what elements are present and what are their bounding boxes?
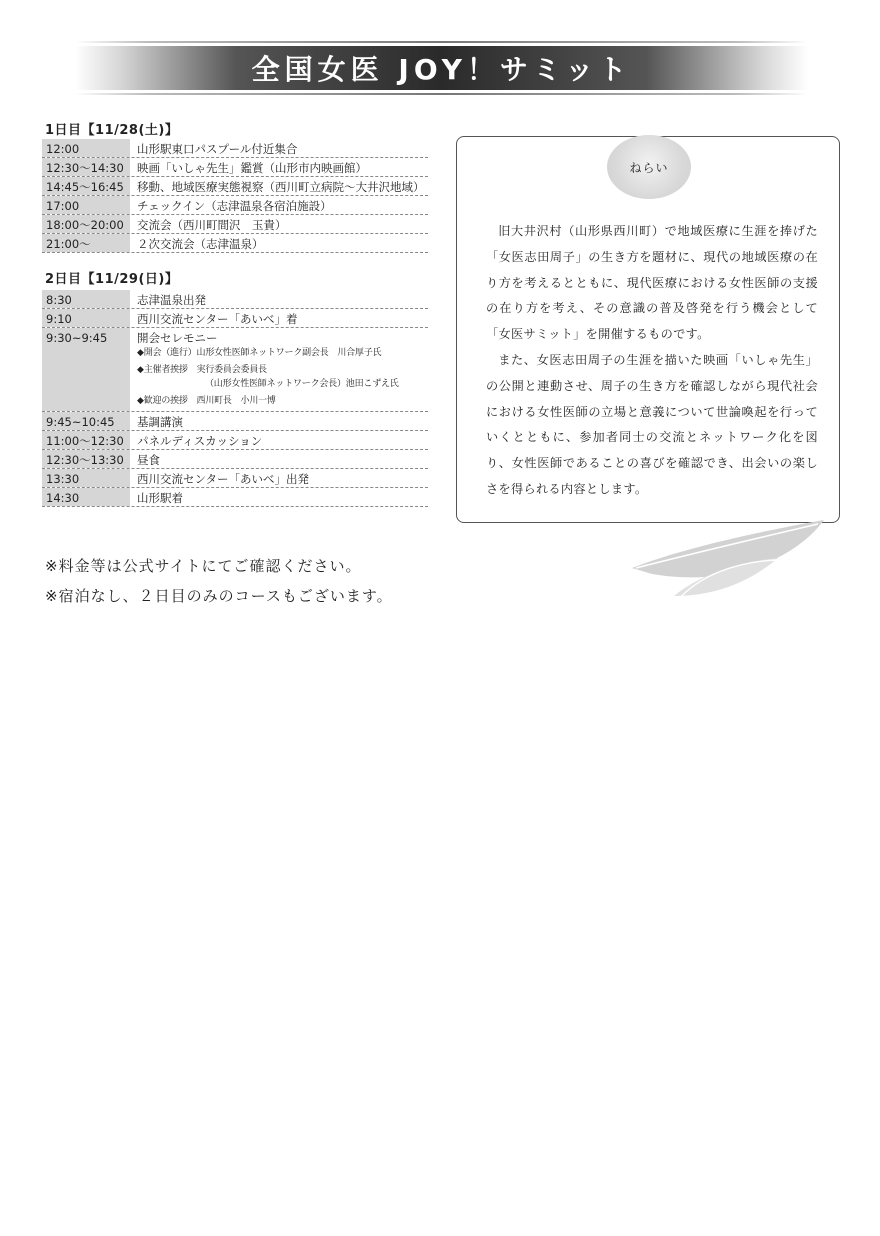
schedule-row [42,234,428,253]
schedule-row [42,450,428,469]
leaf-decoration-icon [628,516,828,608]
schedule-time: 12:30～13:30 [42,450,130,468]
schedule-time: 9:10 [42,309,130,327]
schedule-time: 17:00 [42,196,130,214]
page-title: 全国女医 JOY！サミット [251,53,632,86]
aim-label: ねらい [607,135,691,199]
aim-paragraph: また、女医志田周子の生涯を描いた映画「いしゃ先生」の公開と連動させ、周子の生き方を確認しながら現代社会における女性医師の立場と意義について世論喚起を行っていくとともに、参加者同士の交流とネットワーク化を図り、女性医師であることの喜びを確認でき、出会いの楽しさを得られる内容とします。 [486,352,818,496]
schedule-desc: 基調講演 [137,415,183,429]
schedule-desc: 山形駅着 [137,491,183,505]
day1-heading: 1日目【11/28(土)】 [45,123,179,138]
ceremony-item: （山形女性医師ネットワーク会長）池田こずえ氏 [205,379,399,389]
schedule-row [42,215,428,234]
schedule-desc: 昼食 [137,453,160,467]
schedule-row [42,139,428,158]
ceremony-item: ◆主催者挨拶 実行委員会委員長 [137,365,267,375]
schedule-row [42,488,428,507]
schedule-row [42,177,428,196]
schedule-row [42,469,428,488]
schedule-row [42,412,428,431]
schedule-desc: 開会セレモニー [137,331,218,345]
schedule-row [42,196,428,215]
title-banner [75,46,808,90]
schedule-row [42,290,428,309]
schedule-time: 8:30 [42,290,130,308]
aim-body [486,219,818,503]
schedule-time: 18:00～20:00 [42,215,130,233]
aim-box [456,136,840,523]
ceremony-item: ◆開会（進行）山形女性医師ネットワーク副会長 川合厚子氏 [137,348,382,358]
schedule-time: 13:30 [42,469,130,487]
schedule-desc: 山形駅東口パスプール付近集合 [137,142,298,156]
schedule-desc: チェックイン（志津温泉各宿泊施設） [137,199,332,213]
schedule-row [42,328,428,412]
schedule-time: 12:00 [42,139,130,157]
day1-schedule [42,139,428,253]
schedule-desc: 西川交流センター「あいべ」着 [137,312,298,326]
schedule-desc: ２次交流会（志津温泉） [137,237,264,251]
note-course: ※宿泊なし、２日目のみのコースもございます。 [45,587,393,605]
schedule-time: 11:00～12:30 [42,431,130,449]
schedule-desc: パネルディスカッション [137,434,263,448]
schedule-row [42,309,428,328]
ceremony-block [130,328,428,411]
note-fee: ※料金等は公式サイトにてご確認ください。 [45,557,362,575]
schedule-time: 14:30 [42,488,130,506]
schedule-time: 9:45~10:45 [42,412,130,430]
schedule-desc: 西川交流センター「あいべ」出発 [137,472,310,486]
schedule-desc: 交流会（西川町間沢 玉貴） [137,218,287,232]
schedule-desc: 移動、地域医療実態視察（西川町立病院～大井沢地域） [137,180,425,194]
day2-heading: 2日目【11/29(日)】 [45,272,179,287]
schedule-row [42,158,428,177]
schedule-time: 12:30～14:30 [42,158,130,176]
schedule-desc: 志津温泉出発 [137,293,206,307]
schedule-desc: 映画「いしゃ先生」鑑賞（山形市内映画館） [137,161,367,175]
schedule-row [42,431,428,450]
schedule-time: 9:30~9:45 [42,328,130,411]
schedule-time: 14:45～16:45 [42,177,130,195]
day2-schedule [42,290,428,507]
ceremony-item: ◆歓迎の挨拶 西川町長 小川一博 [137,396,276,406]
schedule-time: 21:00～ [42,234,130,252]
aim-paragraph: 旧大井沢村（山形県西川町）で地域医療に生涯を捧げた「女医志田周子」の生き方を題材に、現代の地域医療の在り方を考えるとともに、現代医療における女性医師の支援の在り方を考え、その意識の普及啓発を行う機会として「女医サミット」を開催するものです。 [486,224,818,342]
